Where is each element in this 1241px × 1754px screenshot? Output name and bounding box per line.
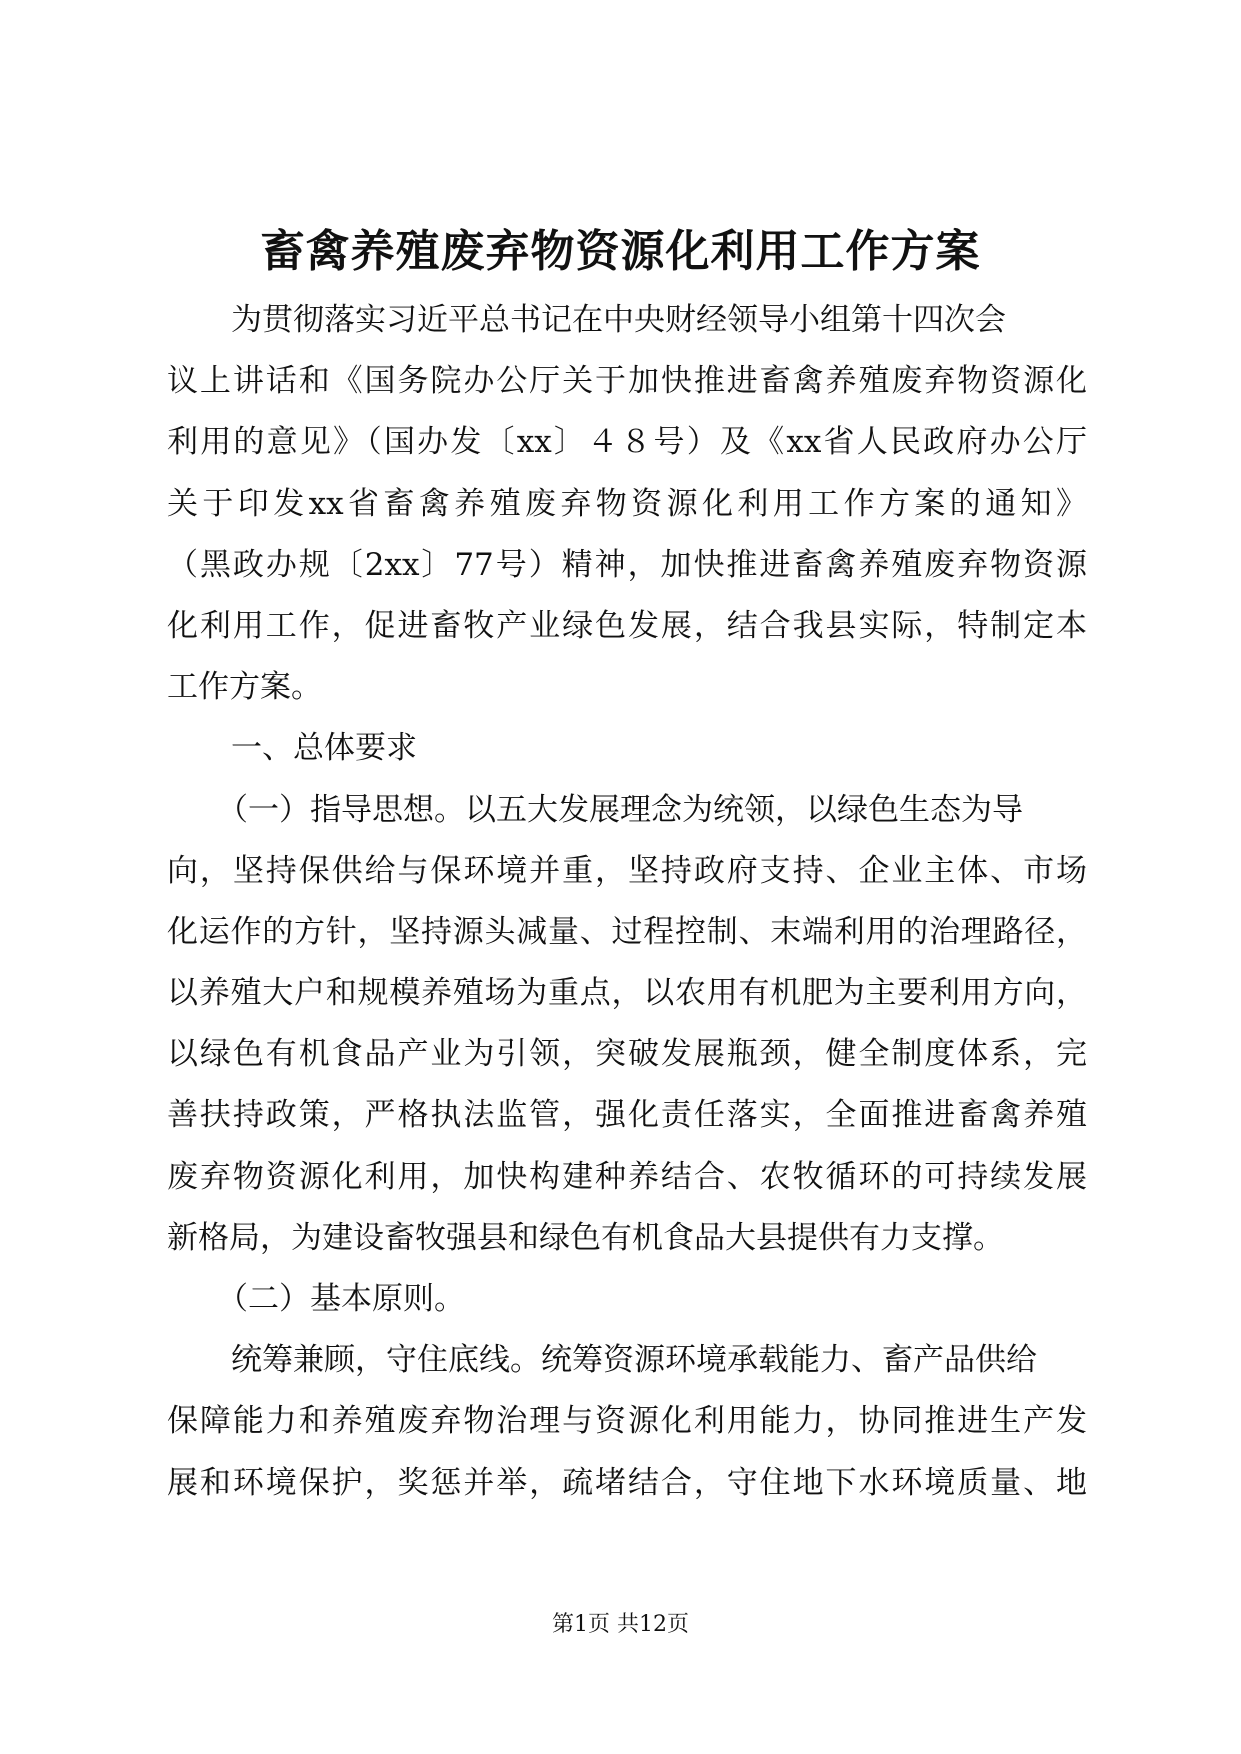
text-line: 化运作的方针，坚持源头减量、过程控制、末端利用的治理路径，	[167, 913, 1087, 950]
text-line: 以绿色有机食品产业为引领，突破发展瓶颈，健全制度体系，完	[167, 1036, 1087, 1073]
text-line: 关于印发xx省畜禽养殖废弃物资源化利用工作方案的通知》	[167, 485, 1087, 522]
text-line: （一）指导思想。以五大发展理念为统领，以绿色生态为导	[217, 791, 1023, 828]
document-body	[167, 290, 1087, 1514]
page-footer	[0, 1611, 1241, 1639]
text-line: 化利用工作，促进畜牧产业绿色发展，结合我县实际，特制定本	[167, 607, 1087, 644]
text-line: 展和环境保护，奖惩并举，疏堵结合，守住地下水环境质量、地	[167, 1464, 1087, 1501]
text-line: 工作方案。	[167, 669, 322, 706]
page-number: 第1页 共12页	[552, 1612, 689, 1637]
section-heading: 一、总体要求	[231, 730, 417, 767]
text-line: 统筹兼顾，守住底线。统筹资源环境承载能力、畜产品供给	[231, 1342, 1037, 1379]
text-line: 新格局，为建设畜牧强县和绿色有机食品大县提供有力支撑。	[167, 1219, 1004, 1256]
text-line: 废弃物资源化利用，加快构建种养结合、农牧循环的可持续发展	[167, 1158, 1087, 1195]
page-title: 畜禽养殖废弃物资源化利用工作方案	[260, 226, 981, 277]
text-line: 利用的意见》（国办发〔xx〕４８号）及《xx省人民政府办公厅	[167, 424, 1087, 461]
text-line: 向，坚持保供给与保环境并重，坚持政府支持、企业主体、市场	[167, 852, 1087, 889]
text-line: 以养殖大户和规模养殖场为重点，以农用有机肥为主要利用方向，	[167, 975, 1087, 1012]
text-line: 保障能力和养殖废弃物治理与资源化利用能力，协同推进生产发	[167, 1403, 1087, 1440]
text-line: 为贯彻落实习近平总书记在中央财经领导小组第十四次会	[231, 302, 1006, 338]
subsection-heading: （二）基本原则。	[217, 1281, 465, 1317]
text-line: 议上讲话和《国务院办公厅关于加快推进畜禽养殖废弃物资源化	[167, 363, 1087, 400]
text-line: （黑政办规〔2xx〕77号）精神，加快推进畜禽养殖废弃物资源	[167, 546, 1087, 583]
text-line: 善扶持政策，严格执法监管，强化责任落实，全面推进畜禽养殖	[167, 1097, 1087, 1134]
